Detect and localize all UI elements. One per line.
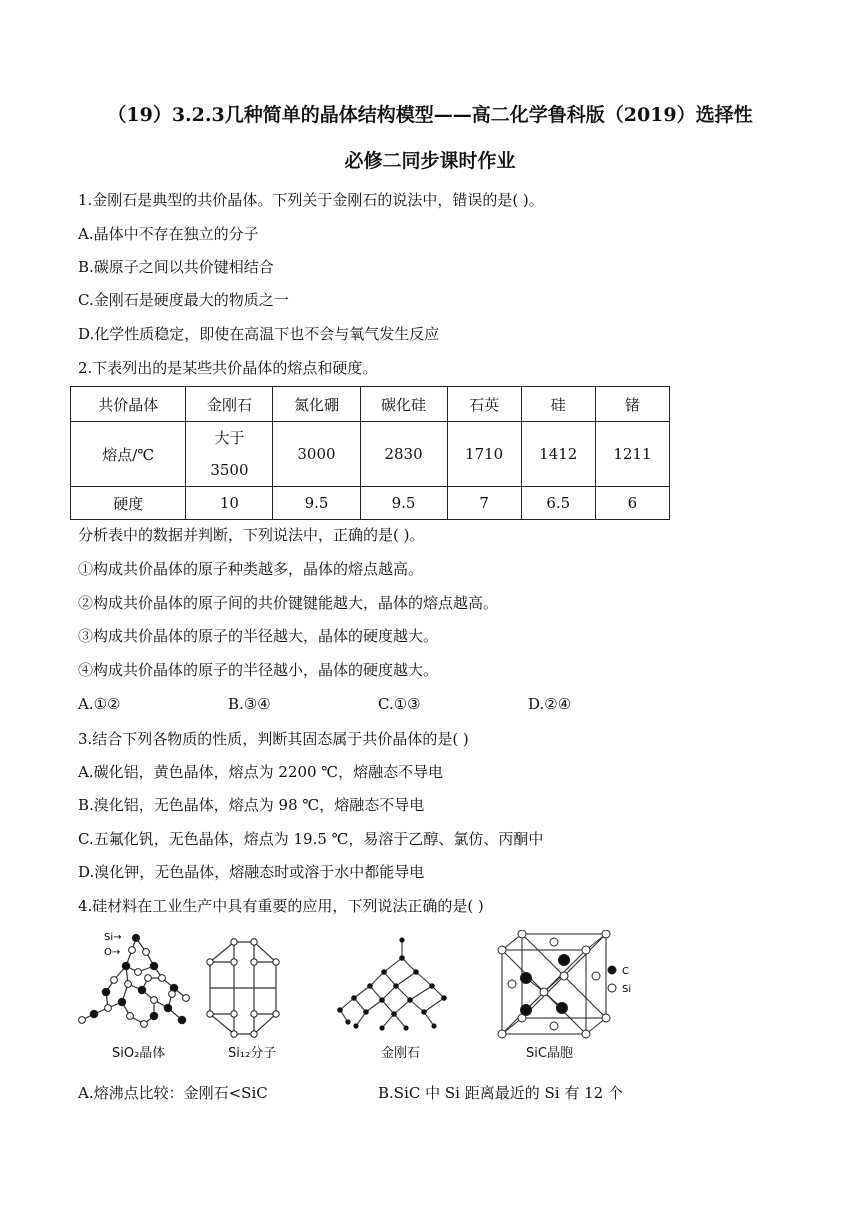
table-cell: 9.5 (273, 487, 360, 520)
table-cell: 6.5 (521, 487, 595, 520)
q3-option-a: A.碳化铝，黄色晶体，熔点为 2200 ℃，熔融态不导电 (78, 763, 444, 781)
q2-option-a: A.①② (78, 695, 121, 713)
table-cell: 7 (447, 487, 521, 520)
q3-option-c: C.五氟化钒，无色晶体，熔点为 19.5 ℃，易溶于乙醇、氯仿、丙酮中 (78, 830, 544, 848)
q3-stem: 3.结合下列各物质的性质，判断其固态属于共价晶体的是( ) (78, 730, 469, 748)
table-header-cell: 硅 (521, 387, 595, 422)
q2-statement-4: ④构成共价晶体的原子的半径越小，晶体的硬度越大。 (78, 661, 439, 679)
table-header-cell: 金刚石 (186, 387, 273, 422)
table-header-cell: 锗 (595, 387, 669, 422)
table-header-cell: 共价晶体 (71, 387, 186, 422)
table-header-cell: 石英 (447, 387, 521, 422)
table-header-cell: 氮化硼 (273, 387, 360, 422)
table-header-cell: 碳化硅 (360, 387, 447, 422)
si-arrow-label: Si→ (104, 932, 122, 943)
caption-si12: Si₁₂分子 (228, 1046, 277, 1061)
q1-stem: 1.金刚石是典型的共价晶体。下列关于金刚石的说法中，错误的是( )。 (78, 191, 544, 209)
table-row-hardness (71, 487, 670, 520)
q1-option-c: C.金刚石是硬度最大的物质之一 (78, 291, 289, 309)
q4-stem: 4.硅材料在工业生产中具有重要的应用，下列说法正确的是( ) (78, 897, 484, 915)
melting-first-line1: 大于 (214, 429, 245, 447)
q3-option-b: B.溴化铝，无色晶体，熔点为 98 ℃，熔融态不导电 (78, 796, 425, 814)
table-cell: 2830 (360, 422, 447, 487)
q1-option-d: D.化学性质稳定，即使在高温下也不会与氧气发生反应 (78, 325, 440, 343)
q1-option-a: A.晶体中不存在独立的分子 (78, 225, 259, 243)
document-title-line2: 必修二同步课时作业 (344, 150, 516, 172)
q1-option-b: B.碳原子之间以共价键相结合 (78, 258, 274, 276)
si12-molecule-figure (204, 936, 282, 1040)
table-row-melting-point (71, 422, 670, 487)
q3-option-d: D.溴化钾，无色晶体，熔融态时或溶于水中都能导电 (78, 863, 425, 881)
sic-unit-cell-figure (496, 930, 646, 1042)
caption-sio2: SiO₂晶体 (112, 1046, 166, 1061)
o-arrow-label: O→ (104, 947, 121, 958)
q4-option-b: B.SiC 中 Si 距离最近的 Si 有 12 个 (378, 1084, 623, 1102)
sio2-crystal-figure (74, 928, 204, 1040)
table-cell: 10 (186, 487, 273, 520)
q2-option-b: B.③④ (228, 695, 271, 713)
q4-option-a: A.熔沸点比较：金刚石<SiC (78, 1084, 268, 1102)
diamond-structure-figure (334, 936, 450, 1042)
melting-first-line2: 3500 (210, 461, 249, 479)
table-row-label: 硬度 (71, 487, 186, 520)
document-title-line1: （19）3.2.3几种简单的晶体结构模型——高二化学鲁科版（2019）选择性 (107, 104, 753, 126)
table-cell: 1211 (595, 422, 669, 487)
legend-si-label: Si (622, 984, 632, 995)
table-cell: 3000 (273, 422, 360, 487)
caption-diamond: 金刚石 (381, 1046, 421, 1061)
table-cell (186, 422, 273, 487)
table-cell: 6 (595, 487, 669, 520)
q2-option-c: C.①③ (378, 695, 421, 713)
table-header-row (71, 387, 670, 422)
q2-analysis: 分析表中的数据并判断，下列说法中，正确的是( )。 (78, 526, 425, 544)
q2-statement-3: ③构成共价晶体的原子的半径越大，晶体的硬度越大。 (78, 627, 439, 645)
q2-stem: 2.下表列出的是某些共价晶体的熔点和硬度。 (78, 359, 378, 377)
legend-c-label: C (622, 966, 629, 977)
table-row-label: 熔点/℃ (71, 422, 186, 487)
crystal-properties-table (70, 386, 670, 520)
table-cell: 1412 (521, 422, 595, 487)
caption-sic: SiC晶胞 (526, 1046, 573, 1061)
q2-statement-1: ①构成共价晶体的原子种类越多，晶体的熔点越高。 (78, 560, 424, 578)
table-cell: 9.5 (360, 487, 447, 520)
table-cell: 1710 (447, 422, 521, 487)
q2-option-d: D.②④ (528, 695, 572, 713)
q2-statement-2: ②构成共价晶体的原子间的共价键键能越大，晶体的熔点越高。 (78, 594, 499, 612)
